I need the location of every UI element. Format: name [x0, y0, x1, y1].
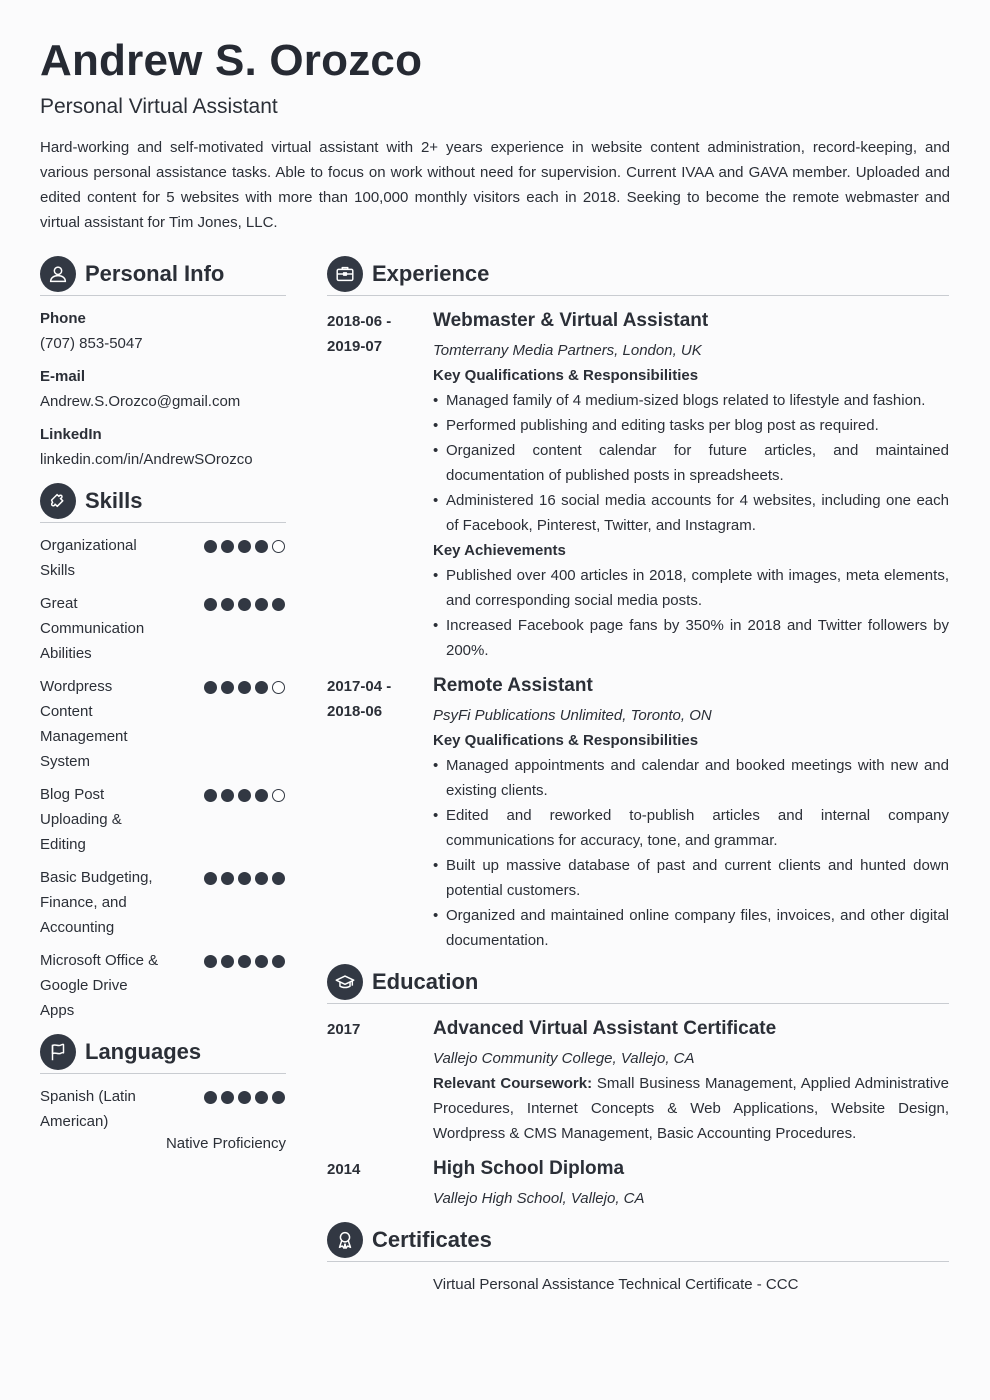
degree-title: Advanced Virtual Assistant Certificate	[433, 1018, 777, 1039]
language-name: Spanish (Latin American)	[40, 1088, 136, 1130]
rating-dot-filled	[204, 872, 217, 885]
skill-name: Great Communication Abilities	[40, 595, 145, 662]
personal-info-heading	[40, 254, 224, 294]
puzzle-icon	[40, 483, 76, 519]
skill-rating	[204, 872, 285, 885]
school-name: Vallejo Community College, Vallejo, CA	[433, 1050, 695, 1067]
job-company: PsyFi Publications Unlimited, Toronto, ON	[433, 707, 712, 724]
skill-name: Microsoft Office & Google Drive Apps	[40, 952, 159, 1019]
skill-rating	[204, 955, 285, 968]
rating-dot-filled	[204, 681, 217, 694]
personal-info-title: Personal Info	[85, 261, 225, 286]
job-date-start: 2018-06 -	[327, 313, 392, 330]
graduation-cap-icon	[327, 964, 363, 1000]
education-heading	[327, 962, 478, 1002]
rating-dot-filled	[204, 955, 217, 968]
rating-dot-filled	[221, 540, 234, 553]
skill-rating	[204, 540, 285, 553]
list-item: • Managed appointments and calendar and booked meetings with new and existing clients.	[433, 753, 949, 803]
email-label: E-mail	[40, 368, 86, 385]
experience-title: Experience	[372, 261, 490, 286]
section-divider	[40, 1073, 286, 1074]
rating-dot-filled	[204, 540, 217, 553]
rating-dot-filled	[221, 1091, 234, 1104]
responsibilities-heading: Key Qualifications & Responsibilities	[433, 367, 699, 384]
responsibilities-list	[433, 388, 949, 538]
certificates-heading	[327, 1220, 492, 1260]
award-icon	[327, 1222, 363, 1258]
languages-title: Languages	[85, 1039, 202, 1064]
section-divider	[327, 295, 949, 296]
person-icon	[40, 256, 76, 292]
rating-dot-filled	[238, 681, 251, 694]
skills-heading	[40, 481, 142, 521]
list-item: • Organized and maintained online company files, invoices, and other digital documentation.	[433, 903, 949, 953]
coursework	[433, 1071, 949, 1146]
skill-name: Wordpress Content Management System	[40, 678, 128, 770]
rating-dot-empty	[272, 540, 285, 553]
rating-dot-filled	[272, 955, 285, 968]
rating-dot-filled	[255, 681, 268, 694]
skill-rating	[204, 598, 285, 611]
job-date-end: 2019-07	[327, 338, 383, 355]
rating-dot-filled	[238, 540, 251, 553]
language-proficiency: Native Proficiency	[165, 1135, 286, 1152]
list-item: • Edited and reworked to-publish articles and internal company communications for accuracy, tone, and grammar.	[433, 803, 949, 853]
rating-dot-filled	[221, 955, 234, 968]
skill-rating	[204, 789, 285, 802]
email-value: Andrew.S.Orozco@gmail.com	[40, 393, 241, 410]
rating-dot-filled	[255, 598, 268, 611]
school-name: Vallejo High School, Vallejo, CA	[433, 1190, 645, 1207]
rating-dot-filled	[221, 789, 234, 802]
job-date-end: 2018-06	[327, 703, 383, 720]
rating-dot-empty	[272, 789, 285, 802]
job-company: Tomterrany Media Partners, London, UK	[433, 342, 702, 359]
list-item: • Performed publishing and editing tasks per blog post as required.	[433, 413, 949, 438]
degree-title: High School Diploma	[433, 1158, 625, 1179]
phone-value: (707) 853-5047	[40, 335, 143, 352]
language-rating	[204, 1091, 285, 1104]
rating-dot-filled	[255, 872, 268, 885]
rating-dot-filled	[204, 789, 217, 802]
education-title: Education	[372, 969, 479, 994]
summary-paragraph: Hard-working and self-motivated virtual assistant with 2+ years experience in website content administration, record-keeping, and various personal assistance tasks. Able to focus on work without need for supervision. Current IVAA and GAVA member. Uploaded and edited content for 5 websites with more than 100,000 monthly visitors each in 2018. Seeking to become the remote webmaster and virtual assistant for Tim Jones, LLC.	[40, 139, 950, 231]
rating-dot-filled	[204, 598, 217, 611]
skill-rating	[204, 681, 285, 694]
education-year: 2017	[327, 1021, 361, 1038]
skill-name: Basic Budgeting, Finance, and Accounting	[40, 869, 153, 936]
linkedin-label: LinkedIn	[40, 426, 102, 443]
coursework-label: Relevant Coursework:	[433, 1075, 593, 1092]
rating-dot-filled	[255, 789, 268, 802]
rating-dot-filled	[221, 872, 234, 885]
section-divider	[327, 1003, 949, 1004]
section-divider	[327, 1261, 949, 1262]
rating-dot-filled	[272, 1091, 285, 1104]
rating-dot-filled	[221, 681, 234, 694]
job-title: Remote Assistant	[433, 675, 593, 696]
achievements-heading: Key Achievements	[433, 542, 566, 559]
education-year: 2014	[327, 1161, 361, 1178]
linkedin-value: linkedin.com/in/AndrewSOrozco	[40, 451, 253, 468]
list-item: • Administered 16 social media accounts for 4 websites, including one each of Facebook, Pinterest, Twitter, and Instagram.	[433, 488, 949, 538]
skill-name: Organizational Skills	[40, 537, 137, 579]
experience-heading	[327, 254, 489, 294]
rating-dot-filled	[238, 955, 251, 968]
certificate-item: Virtual Personal Assistance Technical Certificate - CCC	[433, 1276, 799, 1293]
phone-label: Phone	[40, 310, 86, 327]
rating-dot-filled	[255, 540, 268, 553]
responsibilities-list	[433, 753, 949, 953]
section-divider	[40, 522, 286, 523]
rating-dot-filled	[238, 598, 251, 611]
languages-heading	[40, 1032, 201, 1072]
rating-dot-empty	[272, 681, 285, 694]
flag-icon	[40, 1034, 76, 1070]
list-item: • Managed family of 4 medium-sized blogs related to lifestyle and fashion.	[433, 388, 949, 413]
rating-dot-filled	[255, 955, 268, 968]
coursework-text: Small Business Management, Applied Administrative Procedures, Internet Concepts & Web Applications, Website Design, Wordpress & CMS Management, Basic Accounting Procedures.	[433, 1075, 949, 1142]
candidate-title: Personal Virtual Assistant	[40, 95, 278, 118]
skill-name: Blog Post Uploading & Editing	[40, 786, 122, 853]
job-title: Webmaster & Virtual Assistant	[433, 310, 709, 331]
job-date-start: 2017-04 -	[327, 678, 392, 695]
rating-dot-filled	[221, 598, 234, 611]
rating-dot-filled	[204, 1091, 217, 1104]
rating-dot-filled	[238, 1091, 251, 1104]
rating-dot-filled	[238, 789, 251, 802]
skills-title: Skills	[85, 488, 143, 513]
achievements-list	[433, 563, 949, 663]
list-item: • Organized content calendar for future articles, and maintained documentation of published posts in spreadsheets.	[433, 438, 949, 488]
rating-dot-filled	[255, 1091, 268, 1104]
rating-dot-filled	[238, 872, 251, 885]
responsibilities-heading: Key Qualifications & Responsibilities	[433, 732, 699, 749]
rating-dot-filled	[272, 872, 285, 885]
list-item: • Increased Facebook page fans by 350% in 2018 and Twitter followers by 200%.	[433, 613, 949, 663]
candidate-name: Andrew S. Orozco	[40, 36, 423, 85]
section-divider	[40, 295, 286, 296]
briefcase-icon	[327, 256, 363, 292]
list-item: • Built up massive database of past and current clients and hunted down potential customers.	[433, 853, 949, 903]
list-item: • Published over 400 articles in 2018, complete with images, meta elements, and corresponding social media posts.	[433, 563, 949, 613]
rating-dot-filled	[272, 598, 285, 611]
certificates-title: Certificates	[372, 1227, 492, 1252]
